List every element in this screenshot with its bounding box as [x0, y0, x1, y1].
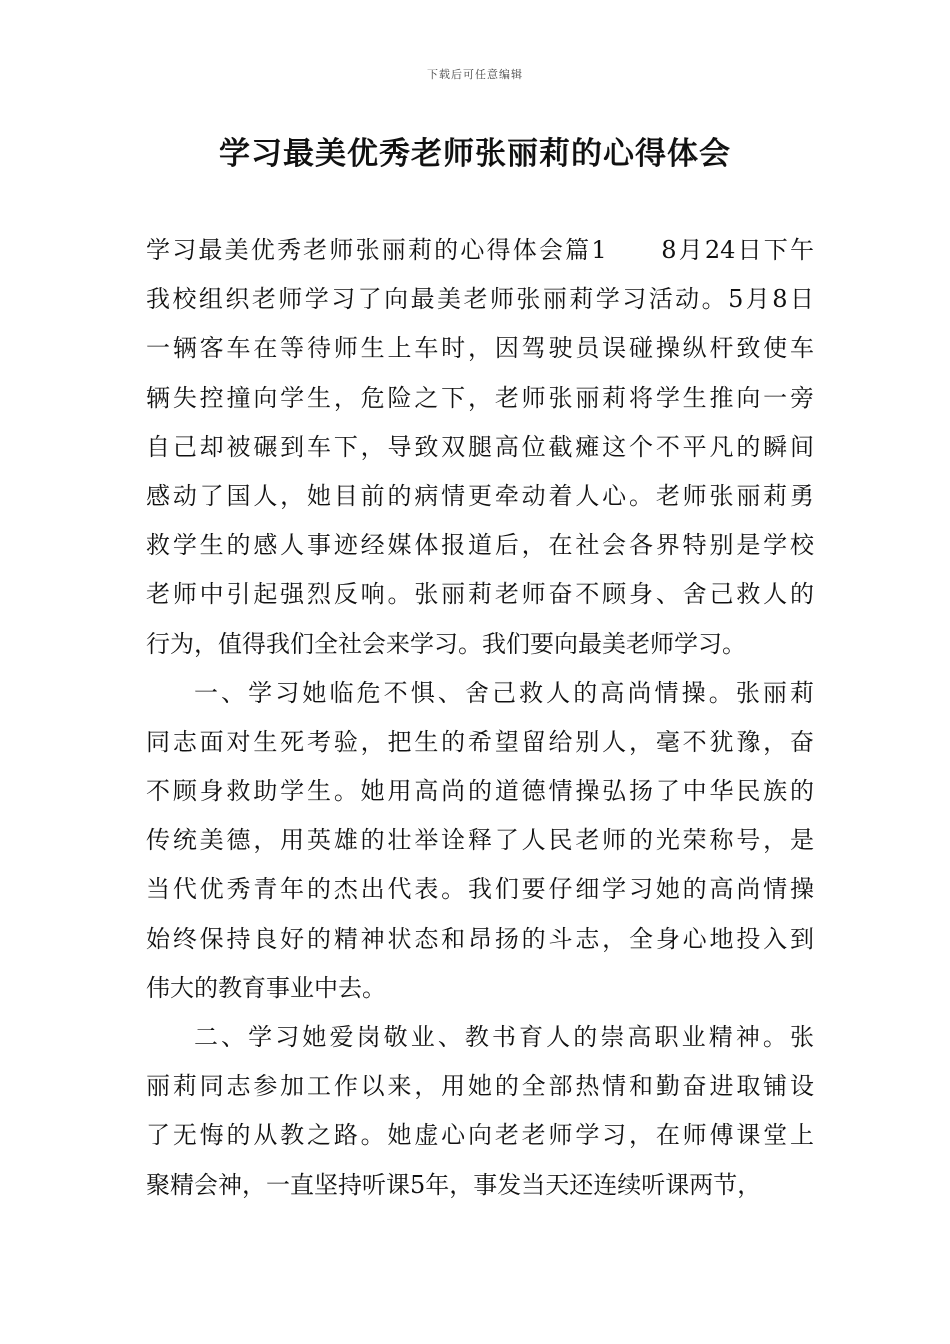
paragraph-line: 老师中引起强烈反响。张丽莉老师奋不顾身、舍己救人的	[146, 580, 814, 609]
document-title: 学习最美优秀老师张丽莉的心得体会	[219, 136, 731, 172]
paragraph-line: 伟大的教育事业中去。	[146, 973, 386, 1002]
paragraph-line: 自己却被碾到车下，导致双腿高位截瘫这个不平凡的瞬间	[146, 432, 814, 461]
paragraph-line: 一辆客车在等待师生上车时，因驾驶员误碰操纵杆致使车	[146, 334, 814, 363]
paragraph-line: 辆失控撞向学生，危险之下，老师张丽莉将学生推向一旁	[146, 383, 814, 412]
document-body	[146, 226, 814, 1210]
paragraph-line: 始终保持良好的精神状态和昂扬的斗志，全身心地投入到	[146, 924, 814, 953]
paragraph-line: 感动了国人，她目前的病情更牵动着人心。老师张丽莉勇	[146, 481, 814, 510]
paragraph-line: 学习最美优秀老师张丽莉的心得体会篇1 8月24日下午	[146, 236, 814, 264]
paragraph-line: 一、学习她临危不惧、舍己救人的高尚情操。张丽莉	[194, 678, 814, 707]
paragraph-line: 我校组织老师学习了向最美老师张丽莉学习活动。5月8日	[146, 285, 814, 314]
paragraph-line: 了无悔的从教之路。她虚心向老老师学习，在师傅课堂上	[146, 1121, 814, 1150]
header-note: 下载后可任意编辑	[427, 68, 523, 81]
paragraph	[146, 669, 814, 1013]
paragraph-line: 当代优秀青年的杰出代表。我们要仔细学习她的高尚情操	[146, 875, 814, 904]
paragraph-line: 聚精会神，一直坚持听课5年，事发当天还连续听课两节，	[146, 1170, 762, 1199]
paragraph-line: 不顾身救助学生。她用高尚的道德情操弘扬了中华民族的	[146, 777, 814, 806]
paragraph-line: 二、学习她爱岗敬业、教书育人的崇高职业精神。张	[194, 1023, 814, 1051]
paragraph	[146, 226, 814, 669]
paragraph	[146, 1013, 814, 1210]
paragraph-line: 同志面对生死考验，把生的希望留给别人，毫不犹豫，奋	[146, 727, 814, 756]
paragraph-line: 丽莉同志参加工作以来，用她的全部热情和勤奋进取铺设	[146, 1072, 814, 1101]
paragraph-line: 救学生的感人事迹经媒体报道后，在社会各界特别是学校	[146, 531, 814, 560]
paragraph-line: 传统美德，用英雄的壮举诠释了人民老师的光荣称号，是	[146, 826, 814, 855]
paragraph-line: 行为，值得我们全社会来学习。我们要向最美老师学习。	[146, 629, 746, 658]
